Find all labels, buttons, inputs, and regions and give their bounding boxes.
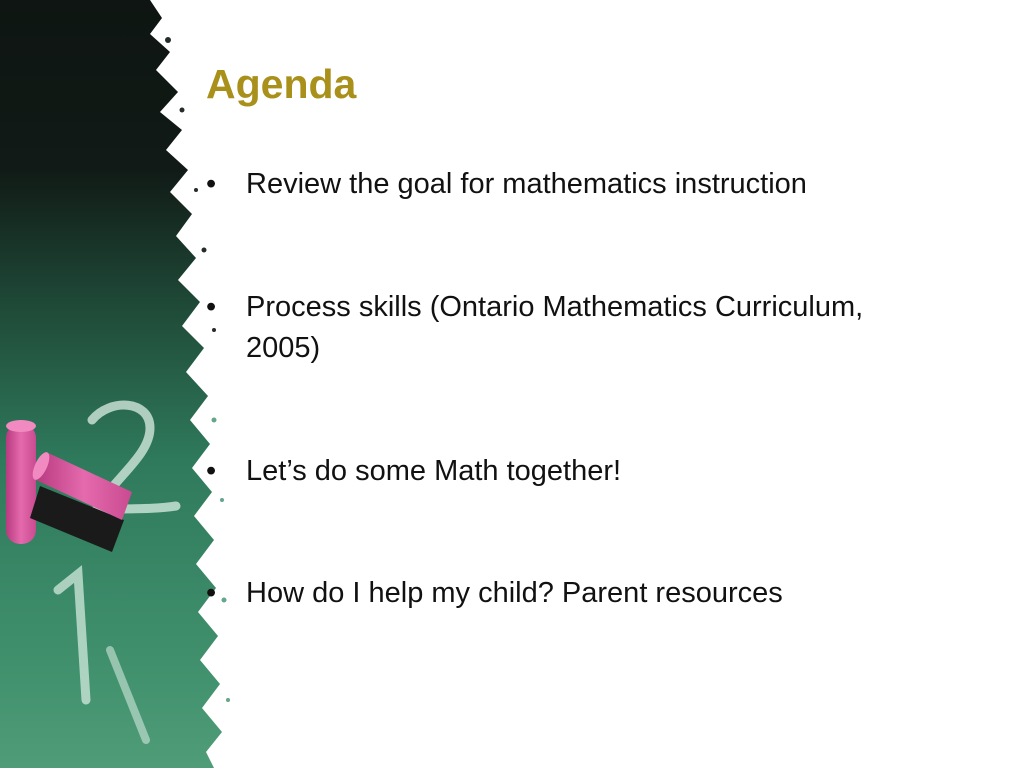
bullet-dot: •	[206, 577, 217, 609]
agenda-item-text: Review the goal for mathematics instruction	[246, 168, 807, 200]
agenda-item	[206, 573, 926, 614]
chalkboard-chalk-image	[0, 0, 240, 768]
slide-title: Agenda	[206, 61, 357, 107]
agenda-item-text: Process skills (Ontario Mathematics Curriculum, 2005)	[246, 291, 864, 364]
agenda-item	[206, 287, 926, 369]
bullet-dot: •	[206, 455, 217, 487]
agenda-item	[206, 164, 926, 205]
agenda-item	[206, 451, 926, 492]
bullet-dot: •	[206, 291, 217, 323]
agenda-item-text: How do I help my child? Parent resources	[246, 577, 783, 609]
agenda-item-text: Let’s do some Math together!	[246, 455, 622, 487]
pink-chalk-stick-vertical	[6, 420, 36, 544]
bullet-dot: •	[206, 168, 217, 200]
